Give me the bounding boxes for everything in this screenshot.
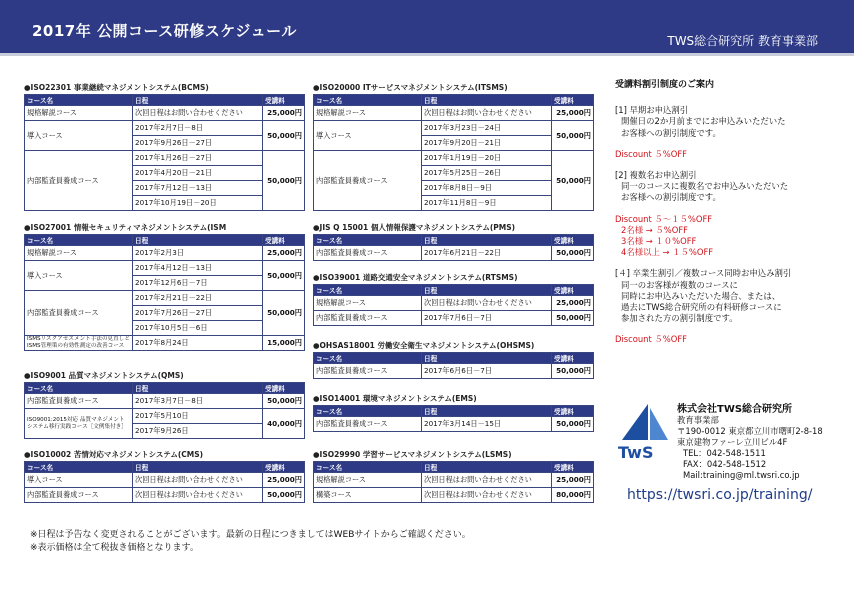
section-3 [24, 449, 305, 503]
course-fee: 25,000円 [552, 473, 594, 488]
course-date: 2017年4月20日－21日 [133, 166, 263, 181]
discount-title: 受講料割引制度のご案内 [615, 80, 715, 90]
column-header-fee: 受講料 [552, 353, 594, 364]
column-header-fee: 受講料 [552, 462, 594, 473]
table-row [314, 311, 594, 326]
course-name: 構築コース [314, 488, 422, 503]
course-fee: 50,000円 [552, 246, 594, 261]
course-name: 導入コース [25, 121, 133, 151]
discount-panel [615, 80, 845, 356]
column-header-fee: 受講料 [552, 95, 594, 106]
discount-line: 開催日の2か月前までにお申込みいただいた [621, 116, 786, 127]
course-date: 2017年9月26日－27日 [133, 136, 263, 151]
table-row [314, 296, 594, 311]
table-row [25, 246, 305, 261]
course-fee: 50,000円 [263, 394, 305, 409]
table-row [314, 151, 594, 166]
discount-rate-1 [615, 149, 845, 160]
column-header-date: 日程 [133, 383, 263, 394]
course-fee: 80,000円 [552, 488, 594, 503]
footnote-2: ※表示価格は全て税抜き価格となります。 [30, 543, 199, 553]
schedule-table [313, 234, 594, 261]
course-name: 導入コース [25, 261, 133, 291]
course-fee: 50,000円 [263, 261, 305, 291]
course-date: 次回日程はお問い合わせください [422, 106, 552, 121]
section-9 [313, 449, 594, 503]
column-header-date: 日程 [422, 235, 552, 246]
course-name: 内部監査員養成コース [25, 291, 133, 336]
schedule-table [24, 94, 305, 211]
table-row [314, 364, 594, 379]
tws-logo-icon [614, 402, 670, 462]
course-date: 次回日程はお問い合わせください [422, 488, 552, 503]
course-fee: 50,000円 [263, 151, 305, 211]
course-fee: 50,000円 [552, 151, 594, 211]
discount-block-1 [615, 105, 845, 139]
schedule-table [313, 352, 594, 379]
company-info [677, 404, 823, 481]
discount-line: [1] 早期お申込割引 [615, 105, 689, 116]
table-row [314, 488, 594, 503]
discount-line: 2名様 → ５%OFF [621, 224, 688, 235]
course-date: 次回日程はお問い合わせください [133, 473, 263, 488]
discount-line: 4名様以上 → １５%OFF [621, 247, 714, 258]
schedule-table [24, 234, 305, 351]
table-row [314, 473, 594, 488]
course-name: 内部監査員養成コース [314, 246, 422, 261]
company-address-2: 東京建物ファーレ立川ビル4F [677, 437, 788, 447]
course-fee: 50,000円 [552, 364, 594, 379]
section-2 [24, 370, 305, 439]
discount-line: [2] 複数名お申込割引 [615, 170, 697, 181]
schedule-table [313, 284, 594, 326]
course-date: 2017年9月26日 [133, 424, 263, 439]
course-date: 2017年3月14日－15日 [422, 417, 552, 432]
schedule-table [313, 461, 594, 503]
course-fee: 25,000円 [263, 106, 305, 121]
course-fee: 50,000円 [552, 121, 594, 151]
section-1 [24, 222, 305, 351]
schedule-table [313, 405, 594, 432]
column-header-date: 日程 [133, 462, 263, 473]
training-url-link[interactable]: https://twsri.co.jp/training/ [627, 487, 813, 503]
course-date: 2017年1月19日－20日 [422, 151, 552, 166]
course-name: 規格解説コース [25, 246, 133, 261]
org-name: TWS総合研究所 教育事業部 [667, 34, 818, 48]
company-address-1: 〒190-0012 東京都立川市曙町2-8-18 [677, 426, 823, 436]
course-date: 2017年2月21日－22日 [133, 291, 263, 306]
course-name: 規格解説コース [25, 106, 133, 121]
discount-line: [４] 卒業生割引／複数コース同時お申込み割引 [615, 268, 792, 279]
course-fee: 40,000円 [263, 409, 305, 439]
course-name: 規格解説コース [314, 296, 422, 311]
discount-block-3 [615, 268, 845, 324]
course-date: 次回日程はお問い合わせください [422, 473, 552, 488]
course-fee: 50,000円 [263, 488, 305, 503]
course-date: 2017年12月6日－7日 [133, 276, 263, 291]
section-0 [24, 82, 305, 211]
column-header-date: 日程 [422, 285, 552, 296]
course-name: ISO9001:2015対応 品質マネジメントシステム移行実践コース［文例集付き］ [25, 409, 133, 439]
column-header-course: コース名 [25, 383, 133, 394]
column-header-course: コース名 [314, 285, 422, 296]
company-tel: TEL：042-548-1511 [683, 448, 766, 458]
company-name: 株式会社TWS総合研究所 [677, 404, 793, 415]
course-name: 規格解説コース [314, 106, 422, 121]
course-fee: 50,000円 [263, 121, 305, 151]
table-row [25, 394, 305, 409]
column-header-course: コース名 [314, 462, 422, 473]
course-name: 規格解説コース [314, 473, 422, 488]
section-title: ●JIS Q 15001 個人情報保護マネジメントシステム(PMS) [313, 223, 516, 232]
column-header-date: 日程 [422, 462, 552, 473]
course-date: 2017年6月21日－22日 [422, 246, 552, 261]
course-name: 内部監査員養成コース [314, 311, 422, 326]
course-fee: 15,000円 [263, 336, 305, 351]
course-date: 2017年1月26日－27日 [133, 151, 263, 166]
column-header-fee: 受講料 [552, 235, 594, 246]
discount-line: Discount ５～１５%OFF [615, 213, 713, 224]
discount-line: 同一のコースに複数名でお申込みいただいた [621, 181, 789, 192]
section-title: ●ISO22301 事業継続マネジメントシステム(BCMS) [24, 83, 209, 92]
column-header-date: 日程 [422, 406, 552, 417]
table-row [25, 106, 305, 121]
course-fee: 25,000円 [263, 246, 305, 261]
course-name: 導入コース [314, 121, 422, 151]
discount-line: 参加された方の割引制度です。 [621, 313, 738, 324]
schedule-table [24, 461, 305, 503]
course-date: 次回日程はお問い合わせください [133, 106, 263, 121]
discount-line: お客様への割引制度です。 [621, 127, 721, 138]
section-6 [313, 272, 594, 326]
company-mail[interactable]: Mail:training@ml.twsri.co.jp [683, 470, 800, 480]
column-header-date: 日程 [422, 353, 552, 364]
discount-line: Discount ５%OFF [615, 148, 687, 159]
discount-line: 過去にTWS総合研究所の有料研修コースに [621, 302, 782, 313]
table-row [314, 417, 594, 432]
course-date: 2017年3月23日－24日 [422, 121, 552, 136]
section-title: ●ISO29990 学習サービスマネジメントシステム(LSMS) [313, 450, 512, 459]
course-fee: 50,000円 [263, 291, 305, 336]
course-date: 次回日程はお問い合わせください [422, 296, 552, 311]
course-date: 2017年7月6日－7日 [422, 311, 552, 326]
course-date: 2017年6月6日－7日 [422, 364, 552, 379]
section-5 [313, 222, 594, 261]
section-title: ●ISO39001 道路交通安全マネジメントシステム(RTSMS) [313, 273, 518, 282]
course-date: 2017年5月25日－26日 [422, 166, 552, 181]
column-header-course: コース名 [314, 406, 422, 417]
company-fax: FAX：042-548-1512 [683, 459, 767, 469]
course-name: 内部監査員養成コース [314, 151, 422, 211]
discount-line: Discount ５%OFF [615, 334, 687, 345]
course-date: 2017年7月26日－27日 [133, 306, 263, 321]
course-fee: 25,000円 [552, 296, 594, 311]
table-row [25, 151, 305, 166]
discount-line: お客様への割引制度です。 [621, 192, 721, 203]
column-header-course: コース名 [25, 235, 133, 246]
course-name: 内部監査員養成コース [25, 488, 133, 503]
column-header-course: コース名 [25, 95, 133, 106]
course-date: 2017年10月19日－20日 [133, 196, 263, 211]
table-row [25, 409, 305, 424]
course-date: 2017年10月5日－6日 [133, 321, 263, 336]
course-date: 2017年2月7日－8日 [133, 121, 263, 136]
footnote-1: ※日程は予告なく変更されることがございます。最新の日程につきましてはWEBサイトからご確認ください。 [30, 530, 471, 540]
section-4 [313, 82, 594, 211]
table-row [25, 488, 305, 503]
page-header [0, 0, 854, 56]
section-8 [313, 393, 594, 432]
section-title: ●ISO14001 環境マネジメントシステム(EMS) [313, 394, 477, 403]
section-title: ●OHSAS18001 労働安全衛生マネジメントシステム(OHSMS) [313, 341, 535, 350]
discount-rate-3 [615, 334, 845, 345]
course-date: 2017年2月3日 [133, 246, 263, 261]
logo-text: TwS [618, 443, 654, 462]
column-header-fee: 受講料 [263, 95, 305, 106]
section-title: ●ISO9001 品質マネジメントシステム(QMS) [24, 371, 184, 380]
discount-line: 同時にお申込みいただいた場合、または、 [621, 290, 781, 301]
table-row [25, 336, 305, 351]
course-date: 次回日程はお問い合わせください [133, 488, 263, 503]
course-name: 内部監査員養成コース [25, 151, 133, 211]
column-header-fee: 受講料 [263, 383, 305, 394]
column-header-fee: 受講料 [552, 406, 594, 417]
course-date: 2017年4月12日－13日 [133, 261, 263, 276]
table-row [25, 473, 305, 488]
course-date: 2017年5月10日 [133, 409, 263, 424]
column-header-course: コース名 [25, 462, 133, 473]
course-fee: 25,000円 [552, 106, 594, 121]
section-title: ●ISO27001 情報セキュリティマネジメントシステム(ISM [24, 223, 227, 232]
footnotes [30, 529, 471, 555]
column-header-course: コース名 [314, 353, 422, 364]
page-title: 2017年 公開コース研修スケジュール [32, 22, 297, 40]
column-header-date: 日程 [422, 95, 552, 106]
table-row [314, 106, 594, 121]
column-header-course: コース名 [314, 95, 422, 106]
course-date: 2017年3月7日－8日 [133, 394, 263, 409]
course-fee: 50,000円 [552, 311, 594, 326]
company-dept: 教育事業部 [677, 415, 719, 425]
section-title: ●ISO20000 ITサービスマネジメントシステム(ITSMS) [313, 83, 508, 92]
column-header-fee: 受講料 [263, 235, 305, 246]
table-row [25, 291, 305, 306]
table-row [25, 261, 305, 276]
table-row [314, 121, 594, 136]
discount-line: 同一のお客様が複数のコースに [621, 279, 738, 290]
course-date: 2017年11月8日－9日 [422, 196, 552, 211]
section-title: ●ISO10002 苦情対応マネジメントシステム(CMS) [24, 450, 204, 459]
schedule-table [24, 382, 305, 439]
discount-rate-2 [615, 214, 845, 259]
course-name: 内部監査員養成コース [314, 417, 422, 432]
course-fee: 50,000円 [552, 417, 594, 432]
course-name: 導入コース [25, 473, 133, 488]
course-name: ISMSリスクアセスメント手法の見直しとISMS管理策の有効性測定の改善コース [25, 336, 133, 351]
course-fee: 25,000円 [263, 473, 305, 488]
discount-line: 3名様 → １０%OFF [621, 236, 697, 247]
discount-block-2 [615, 170, 845, 204]
column-header-fee: 受講料 [263, 462, 305, 473]
table-row [314, 246, 594, 261]
course-date: 2017年9月20日－21日 [422, 136, 552, 151]
course-date: 2017年8月8日－9日 [422, 181, 552, 196]
schedule-table [313, 94, 594, 211]
section-7 [313, 340, 594, 379]
course-name: 内部監査員養成コース [25, 394, 133, 409]
column-header-fee: 受講料 [552, 285, 594, 296]
course-date: 2017年8月24日 [133, 336, 263, 351]
column-header-date: 日程 [133, 235, 263, 246]
course-date: 2017年7月12日－13日 [133, 181, 263, 196]
column-header-date: 日程 [133, 95, 263, 106]
course-name: 内部監査員養成コース [314, 364, 422, 379]
column-header-course: コース名 [314, 235, 422, 246]
table-row [25, 121, 305, 136]
